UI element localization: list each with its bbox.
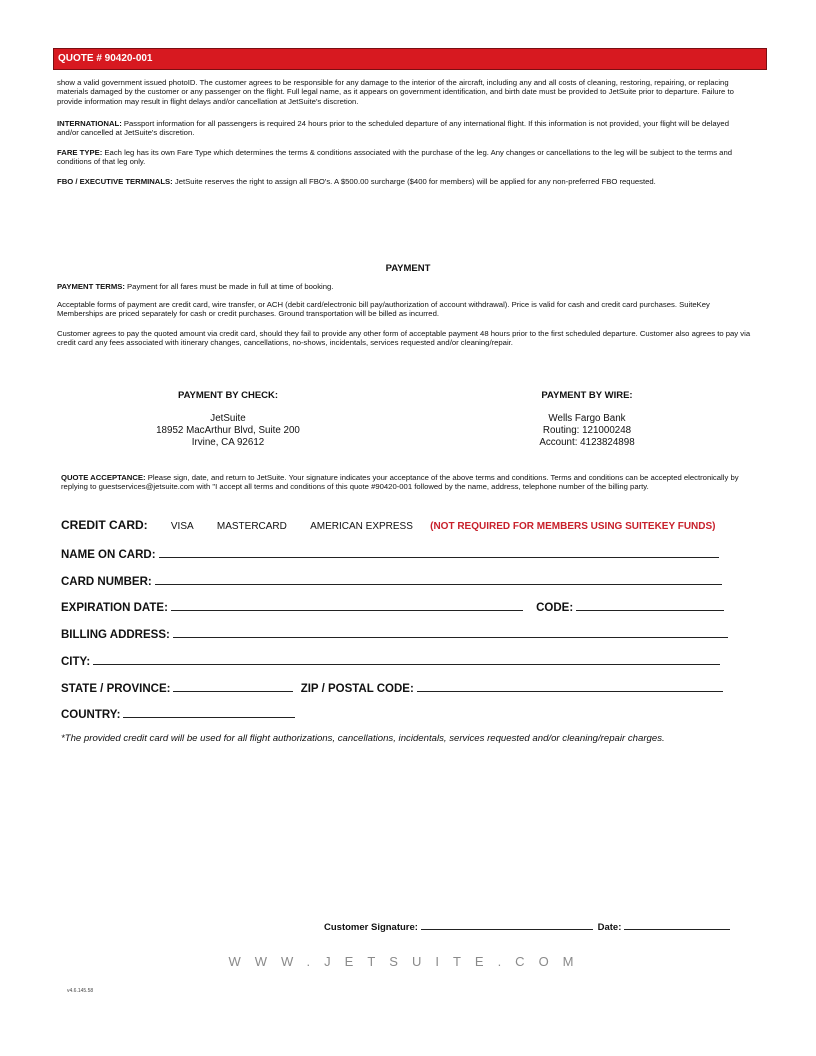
credit-card-footnote: *The provided credit card will be used for all flight authorizations, cancellations, incidentals, services requested and/or cleaning/repair charges. xyxy=(61,733,665,744)
payment-terms-label: PAYMENT TERMS: xyxy=(57,282,125,291)
date-label: Date: xyxy=(597,922,622,933)
fbo-paragraph xyxy=(57,177,752,186)
state-label: STATE / PROVINCE: xyxy=(61,683,171,695)
state-field[interactable] xyxy=(173,679,293,692)
website-footer: WWW.JETSUITE.COM xyxy=(228,954,588,969)
code-field[interactable] xyxy=(576,598,724,611)
quote-acceptance-text: Please sign, date, and return to JetSuite. Your signature indicates your acceptance of the above terms and conditions. Terms and conditions can be accepted electronically by replying to guestservices@jetsuite.com with "I accept all terms and conditions of this quote #90420-001 followed by the name, address, telephone number of the billing party. xyxy=(61,473,739,492)
billing-address-field[interactable] xyxy=(173,625,728,638)
check-heading: PAYMENT BY CHECK: xyxy=(177,390,279,401)
billing-address-row xyxy=(61,625,728,641)
credit-card-row xyxy=(61,518,716,532)
country-field[interactable] xyxy=(123,705,295,718)
country-row xyxy=(61,705,295,721)
wire-bank: Wells Fargo Bank xyxy=(548,413,626,424)
signature-row xyxy=(324,919,730,933)
international-paragraph xyxy=(57,119,752,138)
payment-agreement-paragraph: Customer agrees to pay the quoted amount via credit card, should they fail to provide any other form of acceptable payment 48 hours prior to the first scheduled departure. Customer also agrees to pay via credit card any fees associated with itinerary changes, cancellations, no-shows, incidentals, services requested and/or cleaning/repair. xyxy=(57,329,751,348)
international-label: INTERNATIONAL: xyxy=(57,119,122,128)
quote-acceptance-paragraph xyxy=(61,473,753,492)
state-zip-row xyxy=(61,679,723,695)
payment-title: PAYMENT xyxy=(385,263,431,274)
check-payee: JetSuite xyxy=(210,413,246,424)
card-number-field[interactable] xyxy=(155,572,722,585)
zip-label: ZIP / POSTAL CODE: xyxy=(300,683,414,695)
customer-signature-label: Customer Signature: xyxy=(324,922,418,933)
members-note: (NOT REQUIRED FOR MEMBERS USING SUITEKEY FUNDS) xyxy=(430,521,716,532)
fare-type-paragraph xyxy=(57,148,752,167)
expiration-label: EXPIRATION DATE: xyxy=(61,602,168,614)
international-text: Passport information for all passengers is required 24 hours prior to the scheduled departure of any international flight. If this information is not provided, your flight will be delayed and/or cancelled at JetSuite's discretion. xyxy=(57,119,729,138)
fare-type-text: Each leg has its own Fare Type which determines the terms & conditions associated with the purchase of the leg. Any changes or cancellations to the leg will be subject to the terms and conditions of that leg only. xyxy=(57,148,733,167)
expiration-field[interactable] xyxy=(171,598,523,611)
country-label: COUNTRY: xyxy=(61,709,121,721)
fbo-text: JetSuite reserves the right to assign all FBO's. A $500.00 surcharge ($400 for members) will be applied for any non-preferred FBO requested. xyxy=(172,177,656,186)
wire-account: Account: 4123824898 xyxy=(539,437,635,448)
quote-acceptance-label: QUOTE ACCEPTANCE: xyxy=(61,473,146,482)
fare-type-label: FARE TYPE: xyxy=(57,148,103,157)
quote-banner xyxy=(53,48,767,70)
name-on-card-label: NAME ON CARD: xyxy=(61,549,156,561)
check-street: 18952 MacArthur Blvd, Suite 200 xyxy=(156,425,300,436)
city-field[interactable] xyxy=(93,652,720,665)
name-on-card-row xyxy=(61,545,719,561)
billing-address-label: BILLING ADDRESS: xyxy=(61,629,170,641)
payment-terms-paragraph xyxy=(57,282,752,291)
mastercard-option[interactable]: MASTERCARD xyxy=(216,521,287,532)
customer-signature-field[interactable] xyxy=(421,919,593,930)
payment-terms-text: Payment for all fares must be made in full at time of booking. xyxy=(124,282,334,291)
quote-number: QUOTE # 90420-001 xyxy=(58,53,153,64)
code-label: CODE: xyxy=(536,602,574,614)
damage-paragraph: show a valid government issued photoID. The customer agrees to be responsible for any damage to the interior of the aircraft, including any and all costs of cleaning, restoring, repairing, or replacing materials damaged by the customer or any passenger on the flight. Full legal name, as it appears on government identification, and birth date must be provided to JetSuite prior to departure. Failure to provide information may result in flight delays and/or cancellation at JetSuite's discretion. xyxy=(57,78,734,106)
credit-card-label: CREDIT CARD: xyxy=(61,518,148,532)
city-label: CITY: xyxy=(61,656,91,668)
card-number-label: CARD NUMBER: xyxy=(61,576,152,588)
payment-forms-paragraph: Acceptable forms of payment are credit card, wire transfer, or ACH (debit card/electronic bill pay/authorization of account withdrawal). Price is valid for cash and credit card purchases. SuiteKey Memberships are priced separately for cash or credit purchases. Ground transportation will be billed as incurred. xyxy=(57,300,710,319)
check-city: Irvine, CA 92612 xyxy=(191,437,265,448)
zip-field[interactable] xyxy=(417,679,723,692)
wire-details xyxy=(487,413,687,449)
name-on-card-field[interactable] xyxy=(159,545,719,558)
card-number-row xyxy=(61,572,722,588)
fbo-label: FBO / EXECUTIVE TERMINALS: xyxy=(57,177,173,186)
date-field[interactable] xyxy=(624,919,730,930)
city-row xyxy=(61,652,720,668)
visa-option[interactable]: VISA xyxy=(170,521,194,532)
wire-routing: Routing: 121000248 xyxy=(542,425,632,436)
amex-option[interactable]: AMERICAN EXPRESS xyxy=(310,521,413,532)
wire-heading: PAYMENT BY WIRE: xyxy=(541,390,633,401)
expiration-row xyxy=(61,598,724,614)
version-number: v4.6.145.58 xyxy=(67,988,94,994)
check-address xyxy=(108,413,348,449)
